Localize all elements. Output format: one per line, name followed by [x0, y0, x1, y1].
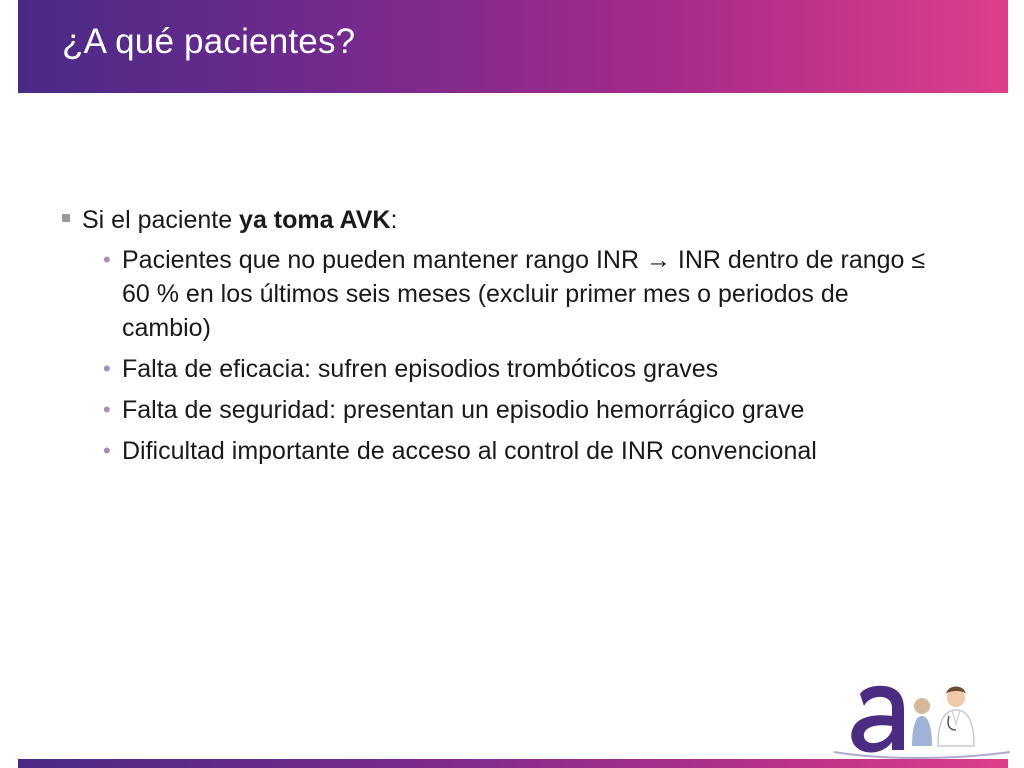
- slide-title: ¿A qué pacientes?: [62, 22, 356, 61]
- sub-bullet-text: Dificultad importante de acceso al control de INR convencional: [122, 437, 817, 465]
- sub-bullet-item: [62, 393, 942, 427]
- round-bullet-icon: •: [103, 438, 111, 463]
- sub-bullet-text: Falta de seguridad: presentan un episodio hemorrágico grave: [122, 396, 805, 424]
- round-bullet-icon: •: [103, 356, 111, 381]
- sub-bullet-item: [62, 243, 942, 345]
- sub-bullet-item: [62, 434, 942, 468]
- title-bar: [18, 0, 1008, 93]
- main-bullet-tail: :: [390, 206, 398, 234]
- main-bullet-text: Si el paciente: [82, 206, 240, 234]
- square-bullet-icon: [62, 214, 70, 222]
- round-bullet-icon: •: [103, 247, 111, 272]
- sub-bullet-text: Falta de eficacia: sufren episodios trombóticos graves: [122, 355, 719, 383]
- main-bullet: [62, 203, 942, 237]
- sub-bullet-list: [62, 243, 942, 468]
- sub-bullet-text: Pacientes que no pueden mantener rango INR → INR dentro de rango ≤ 60 % en los últimos seis meses (excluir primer mes o periodos de cambio): [122, 246, 926, 342]
- main-bullet-bold: ya toma AVK: [239, 206, 391, 234]
- bottom-rule: [18, 759, 1008, 768]
- sub-bullet-item: [62, 352, 942, 386]
- round-bullet-icon: •: [103, 397, 111, 422]
- doctor-logo-icon: [832, 676, 1012, 760]
- slide-content: [62, 203, 942, 475]
